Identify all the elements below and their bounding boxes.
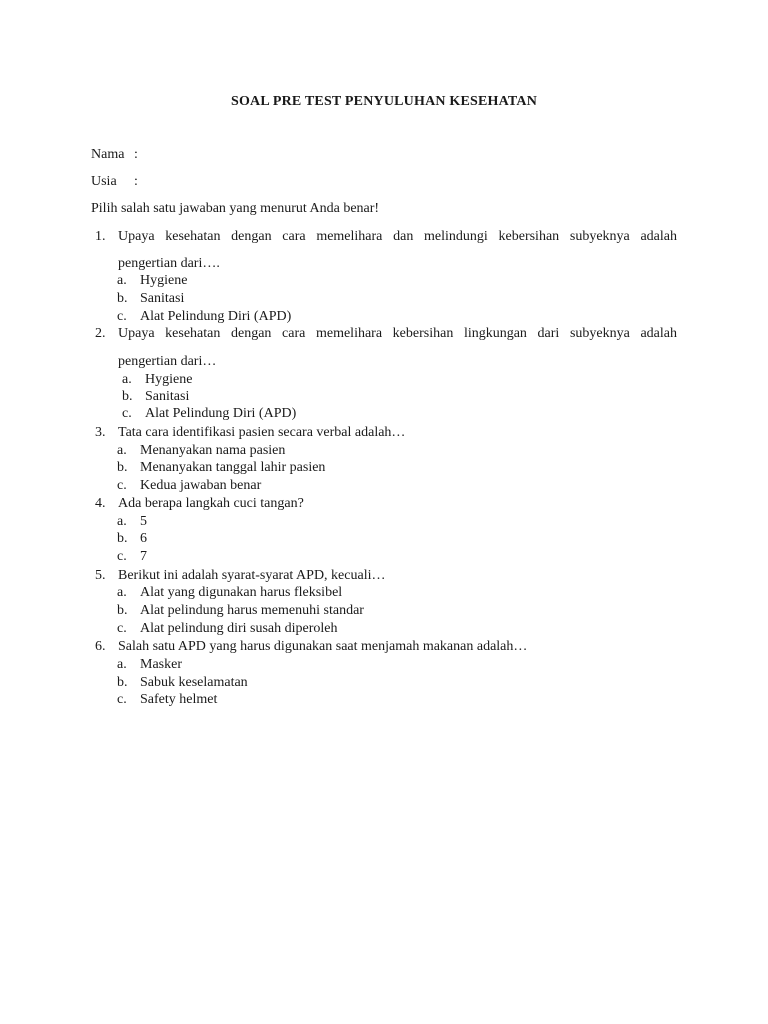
usia-colon: : bbox=[134, 174, 138, 189]
option-text: 5 bbox=[140, 514, 147, 529]
option-text: Hygiene bbox=[140, 273, 188, 288]
question-number: 1. bbox=[95, 229, 106, 244]
question-number: 3. bbox=[95, 425, 106, 440]
usia-field bbox=[91, 174, 138, 190]
question-number: 4. bbox=[95, 496, 106, 511]
question-text: Upaya kesehatan dengan cara memelihara kebersihan lingkungan dari subyeknya adalah bbox=[118, 326, 677, 341]
page-title: SOAL PRE TEST PENYULUHAN KESEHATAN bbox=[230, 94, 538, 109]
question-text: Berikut ini adalah syarat-syarat APD, kecuali… bbox=[118, 568, 386, 583]
question-2-continuation: pengertian dari… bbox=[118, 354, 217, 369]
option-text: Alat pelindung harus memenuhi standar bbox=[140, 603, 364, 618]
option-letter: c. bbox=[117, 621, 127, 636]
option-letter: a. bbox=[122, 372, 132, 387]
option-letter: a. bbox=[117, 273, 127, 288]
question-number: 2. bbox=[95, 326, 106, 341]
option-text: Alat yang digunakan harus fleksibel bbox=[140, 585, 343, 600]
option-text: Masker bbox=[140, 657, 182, 672]
option-text: Sabuk keselamatan bbox=[140, 675, 248, 690]
option-text: Sanitasi bbox=[140, 291, 185, 306]
option-letter: c. bbox=[117, 549, 127, 564]
option-text: Alat Pelindung Diri (APD) bbox=[145, 406, 297, 421]
option-letter: b. bbox=[117, 531, 128, 546]
option-letter: b. bbox=[117, 675, 128, 690]
option-letter: a. bbox=[117, 443, 127, 458]
option-text: Menanyakan nama pasien bbox=[140, 443, 286, 458]
option-text: Sanitasi bbox=[145, 389, 190, 404]
option-letter: b. bbox=[122, 389, 133, 404]
option-letter: a. bbox=[117, 514, 127, 529]
nama-label: Nama bbox=[91, 147, 125, 162]
option-text: Alat Pelindung Diri (APD) bbox=[140, 309, 292, 324]
option-text: Hygiene bbox=[145, 372, 193, 387]
nama-colon: : bbox=[134, 147, 138, 162]
option-letter: c. bbox=[122, 406, 132, 421]
option-text: Kedua jawaban benar bbox=[140, 478, 262, 493]
option-text: 7 bbox=[140, 549, 147, 564]
question-number: 6. bbox=[95, 639, 106, 654]
option-text: Alat pelindung diri susah diperoleh bbox=[140, 621, 338, 636]
instruction-text: Pilih salah satu jawaban yang menurut Anda benar! bbox=[91, 201, 380, 216]
usia-label: Usia bbox=[91, 174, 117, 189]
option-letter: b. bbox=[117, 291, 128, 306]
option-letter: a. bbox=[117, 657, 127, 672]
option-text: Safety helmet bbox=[140, 692, 218, 707]
option-letter: c. bbox=[117, 692, 127, 707]
question-1-continuation: pengertian dari…. bbox=[118, 256, 220, 271]
option-letter: c. bbox=[117, 478, 127, 493]
question-number: 5. bbox=[95, 568, 106, 583]
question-text: Salah satu APD yang harus digunakan saat menjamah makanan adalah… bbox=[118, 639, 528, 654]
question-text: Ada berapa langkah cuci tangan? bbox=[118, 496, 304, 511]
question-text: Tata cara identifikasi pasien secara verbal adalah… bbox=[118, 425, 406, 440]
option-letter: c. bbox=[117, 309, 127, 324]
option-text: Menanyakan tanggal lahir pasien bbox=[140, 460, 326, 475]
option-letter: b. bbox=[117, 603, 128, 618]
option-text: 6 bbox=[140, 531, 147, 546]
nama-field bbox=[91, 147, 138, 163]
option-letter: a. bbox=[117, 585, 127, 600]
option-letter: b. bbox=[117, 460, 128, 475]
question-text: Upaya kesehatan dengan cara memelihara dan melindungi kebersihan subyeknya adalah bbox=[118, 229, 677, 244]
